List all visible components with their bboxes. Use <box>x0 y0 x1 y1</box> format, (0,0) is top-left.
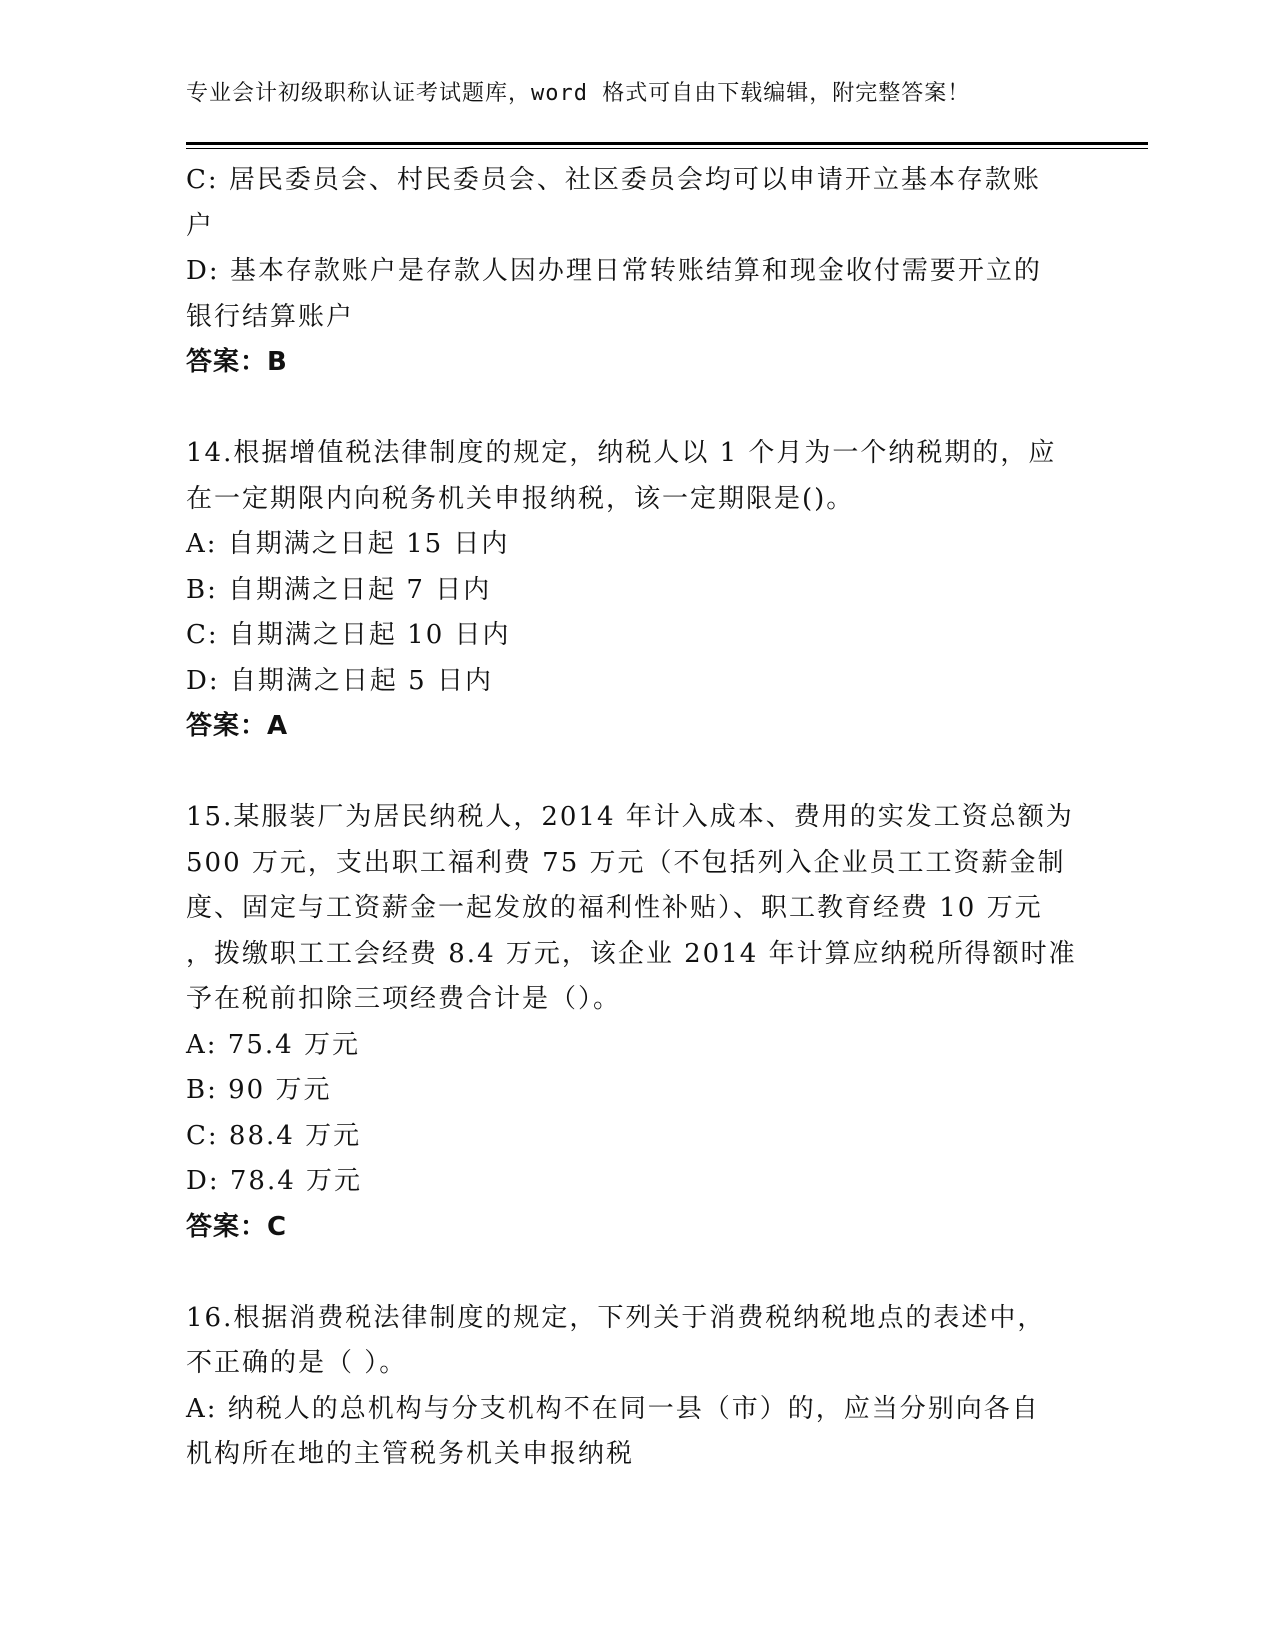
option-c-line-1: C: 居民委员会、村民委员会、社区委员会均可以申请开立基本存款账 <box>186 165 1041 195</box>
question-13-continued <box>186 158 1096 386</box>
question-15-stem-line-1: 15.某服装厂为居民纳税人，2014 年计入成本、费用的实发工资总额为 <box>186 802 1074 832</box>
header-rule-thick <box>186 142 1148 145</box>
question-15-stem-line-3: 度、固定与工资薪金一起发放的福利性补贴）、职工教育经费 10 万元 <box>186 893 1043 923</box>
question-15-option-a: A: 75.4 万元 <box>186 1029 360 1060</box>
header-rule-thin <box>186 148 1148 149</box>
option-d-line-2: 银行结算账户 <box>186 301 355 332</box>
question-14-option-b: B: 自期满之日起 7 日内 <box>186 574 492 605</box>
question-16-stem-line-1: 16.根据消费税法律制度的规定，下列关于消费税纳税地点的表述中， <box>186 1302 1046 1333</box>
header-note: 专业会计初级职称认证考试题库，word 格式可自由下载编辑，附完整答案！ <box>186 81 971 106</box>
question-16 <box>186 1296 1096 1478</box>
question-15 <box>186 795 1096 1250</box>
question-14-option-c: C: 自期满之日起 10 日内 <box>186 620 511 650</box>
answer-15: 答案：C <box>186 1211 288 1242</box>
question-16-option-a-line-1: A: 纳税人的总机构与分支机构不在同一县（市）的，应当分别向各自 <box>186 1393 1040 1424</box>
question-14-stem-line-2: 在一定期限内向税务机关申报纳税，该一定期限是()。 <box>186 483 855 514</box>
question-14-option-a: A: 自期满之日起 15 日内 <box>186 529 510 559</box>
question-16-stem-line-2: 不正确的是（ ）。 <box>186 1348 408 1378</box>
answer-14: 答案：A <box>186 711 289 741</box>
question-body <box>186 158 1096 1478</box>
question-15-option-d: D: 78.4 万元 <box>186 1166 363 1196</box>
option-d-line-1: D: 基本存款账户是存款人因办理日常转账结算和现金收付需要开立的 <box>186 256 1042 286</box>
question-14 <box>186 431 1096 750</box>
answer-13: 答案：B <box>186 347 288 377</box>
question-14-option-d: D: 自期满之日起 5 日内 <box>186 665 493 696</box>
option-c-line-2: 户 <box>186 210 215 241</box>
question-16-option-a-line-2: 机构所在地的主管税务机关申报纳税 <box>186 1439 635 1469</box>
question-15-stem-line-2: 500 万元，支出职工福利费 75 万元（不包括列入企业员工工资薪金制 <box>186 847 1066 878</box>
spacer <box>186 750 1096 796</box>
spacer <box>186 1250 1096 1296</box>
spacer <box>186 386 1096 432</box>
question-15-stem-line-5: 予在税前扣除三项经费合计是（）。 <box>186 984 622 1014</box>
question-14-stem-line-1: 14.根据增值税法律制度的规定，纳税人以 1 个月为一个纳税期的，应 <box>186 438 1057 468</box>
question-15-option-b: B: 90 万元 <box>186 1075 332 1105</box>
question-15-stem-line-4: ，拨缴职工工会经费 8.4 万元，该企业 2014 年计算应纳税所得额时准 <box>186 938 1077 969</box>
question-15-option-c: C: 88.4 万元 <box>186 1120 362 1151</box>
